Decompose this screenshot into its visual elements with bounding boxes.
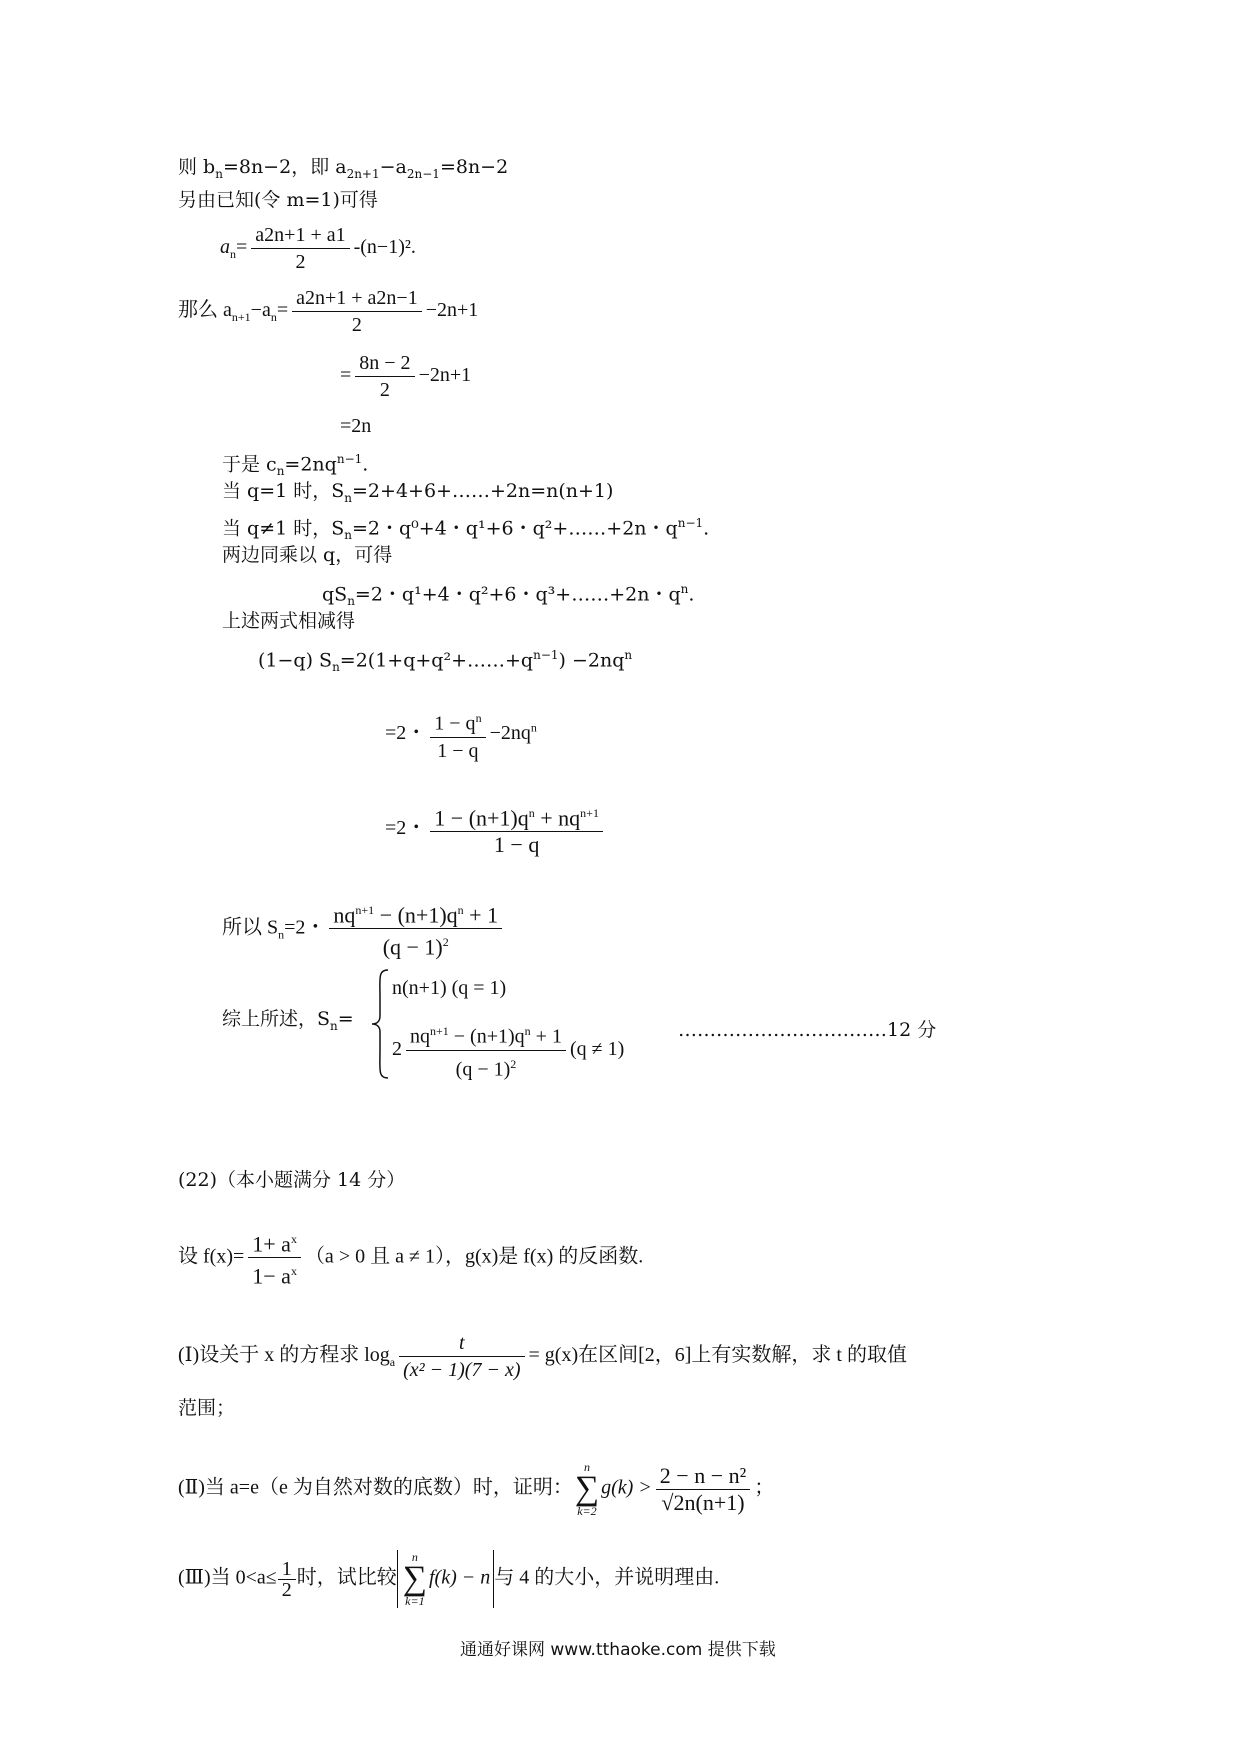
formula-diff-3: =2n [340,415,372,437]
line-1-q-sn: (1−q) $S_n=2(1+q+q^2+\dots\dots+q^{n-1}) -2nq^n$ [258,648,633,675]
line-q-eq-1: 当 q=1 时，$S_n=2+4+6+\dots\dots+2n=n(n+1)$ [222,480,614,505]
line-summary: 综上所述，$S_n=$ [222,1008,354,1033]
case-q-eq-1: n(n+1) (q = 1) [392,977,507,999]
problem-22-header: (22)（本小题满分 14 分） [178,1169,406,1191]
problem-22-part-2: (Ⅱ)当 a=e（e 为自然对数的底数）时，证明： n ∑ k=2 g(k) > $\frac{\text{2 − n − n²}}{√2n(n+1)}$ ； [178,1460,775,1518]
formula-diff: 那么 $a_{n+1}-a_n=$ $\frac{a2n+1 + a2n-1}{2}$ −2n+1 [178,287,479,336]
line-known: 另由已知(令 m=1)可得 [178,189,378,211]
formula-sum-2: =2・ $\frac{1 - (n+1)q^n + nq^{n+1}}{1 - q}$ [385,800,607,858]
footer-text: 通通好课网 www.tthaoke.com 提供下载 [460,1640,776,1660]
line-cn: 于是 $c_n=2nq^{n-1}$. [222,452,369,479]
line-q-neq-1: 当 q≠1 时，$S_n=2$・q⁰+4・q¹+6・q²+……+2n・$q^{n-1}$. [222,516,710,543]
problem-22-part-3: (Ⅲ)当 0<a≤ $\frac{1}{2}$ 时，试比较 n ∑ k=1 f(k) − n 与 4 的大小，并说明理由. [178,1550,720,1608]
problem-22-definition: 设 f(x)= $\frac{1+ a^x}{1- a^x}$ （a > 0 且 a ≠ 1），g(x)是 f(x) 的反函数. [178,1226,643,1290]
problem-22-part-1: (Ⅰ)设关于 x 的方程求 $\log_a$ $\frac{t}{\text{(x² − 1)(7 − x)}}$ = g(x)在区间[2，6]上有实数解，求 t 的取值 [178,1332,907,1381]
case-q-neq-1: 2 $\frac{nq^{n+1} - (n+1)q^n + 1}{(q - 1)^2}$ (q ≠ 1) [392,1018,624,1082]
line-subtract: 上述两式相减得 [222,610,356,632]
formula-sn-result: 所以 $S_n=2$・ $\frac{nq^{n+1} - (n+1)q^n + 1}{(q - 1)^2}$ [222,897,506,961]
line-multiply: 两边同乘以 q，可得 [222,544,393,566]
line-qsn: $qS_n=2$・q¹+4・q²+6・q³+……+2n・$q^n$. [322,582,695,609]
formula-sum-1: =2・ $\frac{1 - q^n}{1 - q}$ $-2nq^n$ [385,705,537,764]
formula-diff-2: = $\frac{8n - 2}{2}$ −2n+1 [340,352,472,401]
brace-icon [370,968,392,1080]
formula-an: $a_n=$ $\frac{a2n+1 + a1}{2}$ -(n−1)². [220,224,416,273]
problem-22-part-1-cont: 范围； [178,1397,236,1419]
score-label: ……………………………12 分 [678,1019,937,1041]
line-bn: 则 $b_n=8n-2$，即 $a_{2n+1}-a_{2n-1}=8n-2$ [178,156,509,181]
